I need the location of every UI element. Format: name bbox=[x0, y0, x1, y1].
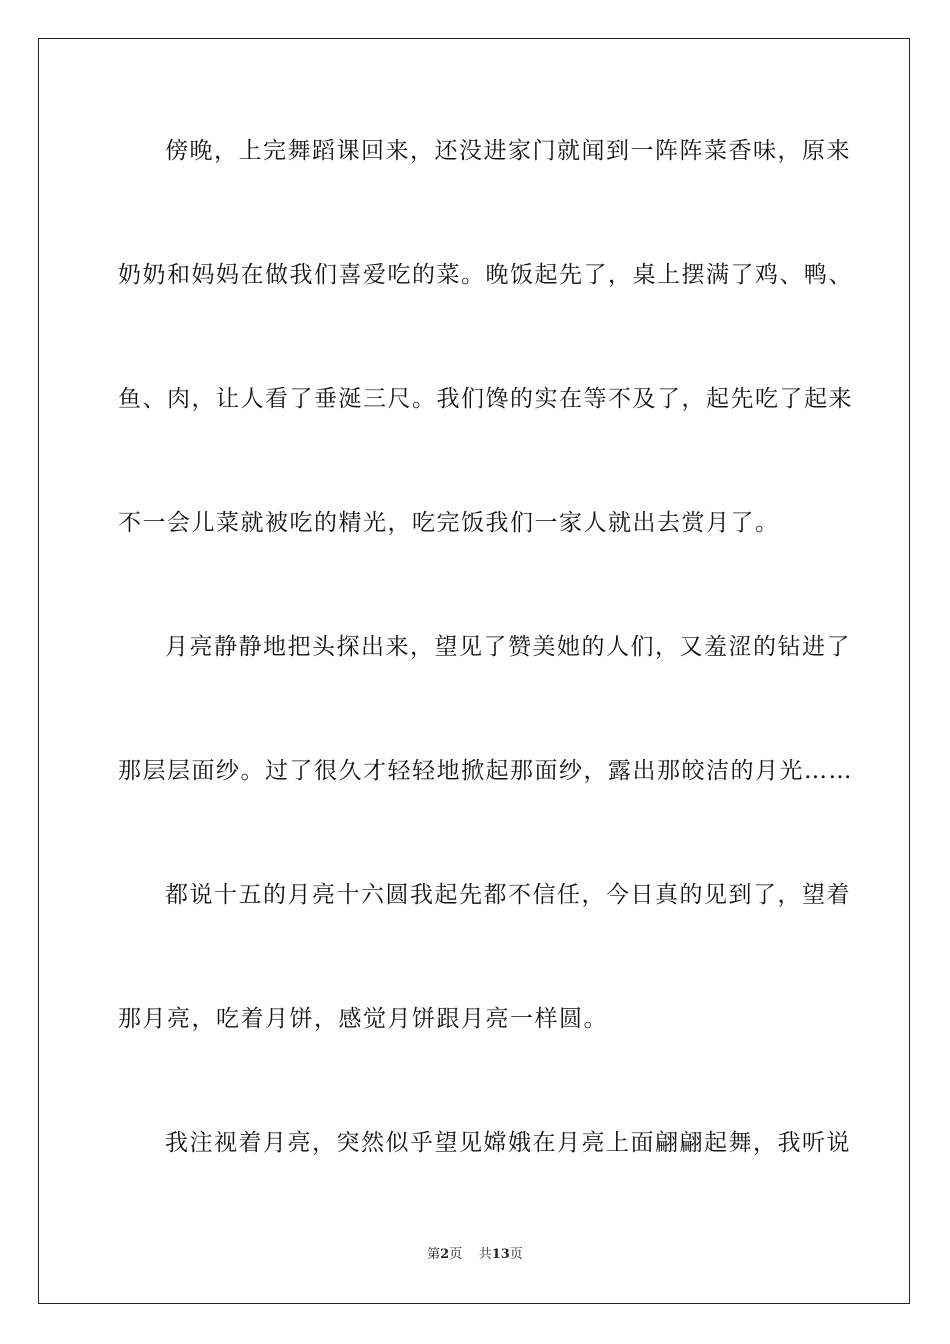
paragraph-line: 鱼、肉，让人看了垂涎三尺。我们馋的实在等不及了，起先吃了起来 bbox=[118, 386, 853, 412]
paragraph-line: 那层层面纱。过了很久才轻轻地掀起那面纱，露出那皎洁的月光…… bbox=[118, 758, 853, 784]
page-footer bbox=[0, 1246, 950, 1264]
paragraph-line: 傍晚，上完舞蹈课回来，还没进家门就闻到一阵阵菜香味，原来 bbox=[165, 138, 851, 164]
total-label-suffix: 页 bbox=[509, 1247, 523, 1262]
paragraph-line: 都说十五的月亮十六圆我起先都不信任，今日真的见到了，望着 bbox=[165, 882, 851, 908]
paragraph-line: 那月亮，吃着月饼，感觉月饼跟月亮一样圆。 bbox=[118, 1006, 608, 1032]
total-label-prefix: 共 bbox=[478, 1247, 492, 1262]
paragraph-line: 我注视着月亮，突然似乎望见嫦娥在月亮上面翩翩起舞，我听说 bbox=[165, 1130, 851, 1156]
paragraph-line: 奶奶和妈妈在做我们喜爱吃的菜。晚饭起先了，桌上摆满了鸡、鸭、 bbox=[118, 262, 853, 288]
page-label-prefix: 第 bbox=[427, 1247, 441, 1262]
page-label-suffix: 页 bbox=[449, 1247, 463, 1262]
total-pages: 13 bbox=[491, 1247, 510, 1262]
paragraph-line: 月亮静静地把头探出来，望见了赞美她的人们，又羞涩的钻进了 bbox=[165, 634, 851, 660]
page-number: 2 bbox=[440, 1247, 450, 1262]
paragraph-line: 不一会儿菜就被吃的精光，吃完饭我们一家人就出去赏月了。 bbox=[118, 510, 780, 536]
page-border bbox=[38, 38, 910, 1304]
